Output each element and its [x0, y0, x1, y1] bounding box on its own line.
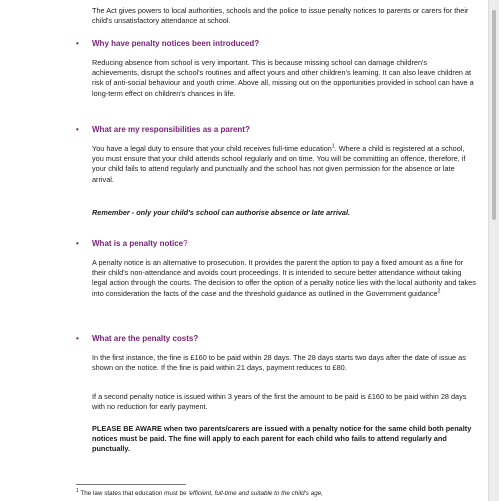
footnote-ref-2[interactable]: 2	[437, 288, 441, 295]
authorise-reminder: Remember - only your child's school can authorise absence or late arrival.	[92, 208, 351, 217]
bullet-icon: •	[76, 125, 79, 134]
intro-text: The Act gives powers to local authorities, schools and the police to issue penalty notices to parents or carers for their child's unsatisfactory attendance at school.	[92, 6, 469, 26]
question-what-is-penalty-notice: • What is a penalty notice?	[76, 239, 188, 248]
vertical-scrollbar[interactable]	[488, 0, 499, 501]
footnote: $^1$ The law states that education must be 'efficient, full-time and suitable to the child's age,	[76, 487, 323, 497]
bullet-icon: •	[76, 334, 79, 343]
intro-paragraph	[92, 6, 476, 26]
bullet-icon: •	[76, 239, 79, 248]
answer-penalty-costs: In the first instance, the fine is £160 to be paid within 28 days. The 28 days starts two days after the date of issue as shown on the notice. If the fine is paid within 21 days, payment reduces to £80.	[92, 353, 466, 373]
two-parents-warning: PLEASE BE AWARE when two parents/carers are issued with a penalty notice for the same child both penalty notices must be paid. The fine will apply to each parent for each child who fails to attend regularly and punctually.	[92, 424, 472, 454]
answer-why-penalty-notices: Reducing absence from school is very important. This is because missing school can damage children's achievements, disrupt the school's routines and affect yours and other children's learning. It can also leave children at risk of anti-social behaviour and youth crime. Above all, missing out on the opportunities provided in school can have a long-term effect on children's chances in life.	[92, 58, 474, 98]
footnote-ref-1[interactable]: 1	[331, 143, 335, 150]
answer-what-is-penalty-notice: A penalty notice is an alternative to prosecution. It provides the parent the option to pay a fixed amount as a fine for their child's non-attendance and avoids court proceedings. It is intended to secure better attendance without taking legal action through the courts. The decision to offer the option of a penalty notice lies with the local authority and takes into consideration the facts of the case and the threshold guidance as outlined in the Government guidance$^2$	[92, 258, 476, 298]
scrollbar-thumb[interactable]	[492, 10, 496, 220]
answer-parent-responsibilities: You have a legal duty to ensure that your child receives full-time education$^1$. Where a child is registered at a school, you must ensure that your child attends school regularly and on time. You will be committing an offence, therefore, if your child fails to attend regularly and punctually and the school has not given permission for the absence or late arrival.	[92, 143, 466, 184]
bullet-icon: •	[76, 39, 79, 48]
question-penalty-costs: • What are the penalty costs?	[76, 334, 199, 343]
footnote-divider	[76, 484, 186, 485]
second-penalty-paragraph: If a second penalty notice is issued within 3 years of the first the amount to be paid is £160 to be paid within 28 days with no reduction for early payment.	[92, 392, 467, 412]
question-parent-responsibilities: • What are my responsibilities as a parent?	[76, 125, 250, 134]
question-why-penalty-notices: • Why have penalty notices been introduced?	[76, 39, 260, 48]
